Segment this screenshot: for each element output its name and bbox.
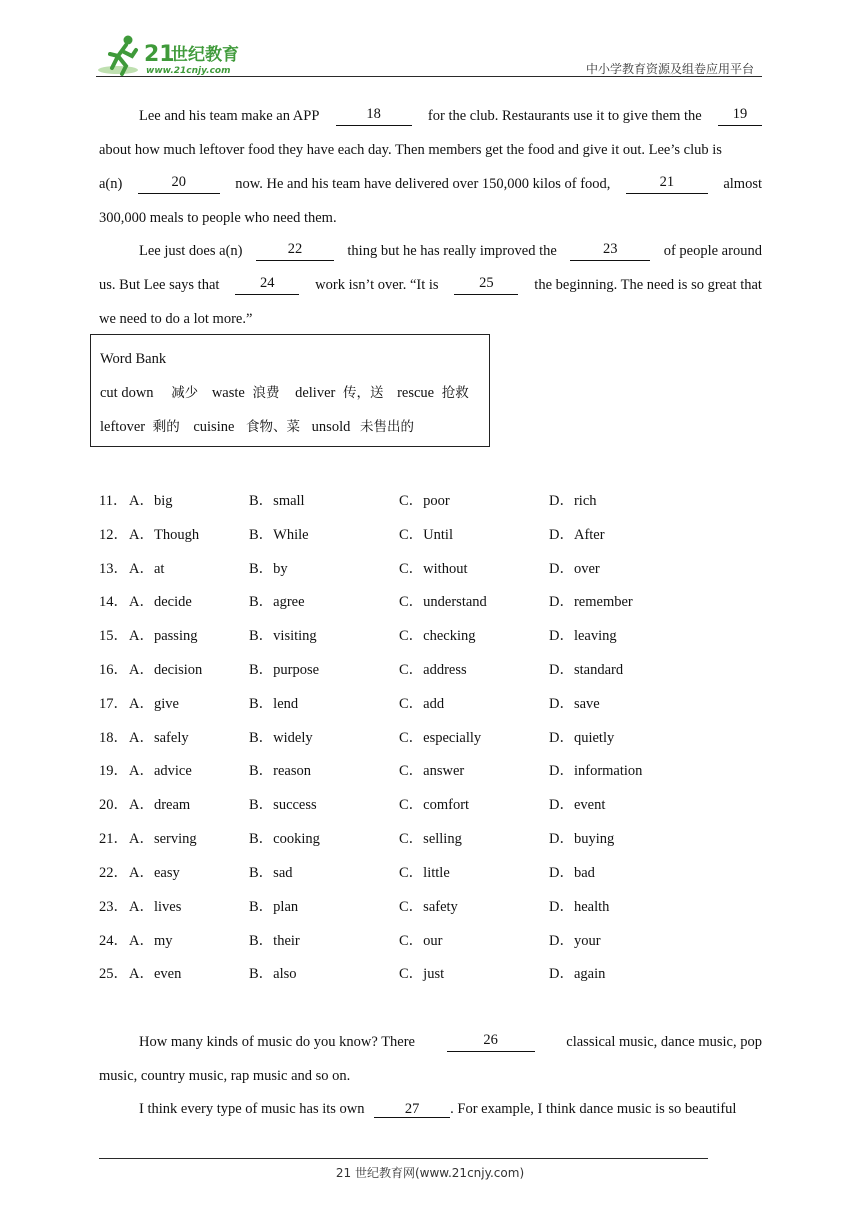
option-d: D．rich <box>549 493 597 509</box>
blank-22: 22 <box>256 241 334 261</box>
option-c: C．little <box>399 865 450 881</box>
option-c: C．safety <box>399 899 458 915</box>
blank-21: 21 <box>626 174 708 194</box>
question-number: 14． <box>99 594 128 610</box>
blank-18: 18 <box>336 106 412 126</box>
word-meaning: 传，送 <box>342 385 384 401</box>
question-number: 17． <box>99 696 128 712</box>
option-a: A．big <box>129 493 173 509</box>
text-run: Lee and his team make an APP <box>139 108 320 124</box>
svg-text:世纪教育: 世纪教育 <box>171 45 239 65</box>
option-a: A．easy <box>129 865 180 881</box>
question-number: 15． <box>99 628 128 644</box>
word-term: deliver <box>295 385 336 401</box>
option-b: B．agree <box>249 594 305 610</box>
option-d: D．health <box>549 899 610 915</box>
text-run: for the club. Restaurants use it to give them the <box>427 108 702 124</box>
option-c: C．poor <box>399 493 450 509</box>
word-bank-row-1 <box>100 383 469 403</box>
option-b: B．small <box>249 493 305 509</box>
option-d: D．event <box>549 797 606 813</box>
option-b: B．cooking <box>249 831 320 847</box>
word-term: cut down <box>100 385 154 401</box>
option-d: D．save <box>549 696 600 712</box>
option-d: D．remember <box>549 594 633 610</box>
option-a: A．passing <box>129 628 198 644</box>
option-b: B．purpose <box>249 662 320 678</box>
text-run: thing but he has really improved the <box>347 243 557 259</box>
word-term: leftover <box>100 419 146 435</box>
word-meaning: 剩的 <box>152 419 180 435</box>
option-b: B．sad <box>249 865 293 881</box>
question-number: 24． <box>99 933 128 949</box>
question-row <box>99 559 762 579</box>
question-row <box>99 964 762 984</box>
question-row <box>99 592 762 612</box>
option-b: B．While <box>249 527 309 543</box>
passage1-line-7: we need to do a lot more.” <box>99 311 253 327</box>
option-b: B．lend <box>249 696 299 712</box>
text-run: I think every type of music has its own <box>139 1101 365 1117</box>
blank-26: 26 <box>447 1032 535 1052</box>
option-b: B．visiting <box>249 628 317 644</box>
option-c: C．checking <box>399 628 476 644</box>
page-header <box>0 0 860 80</box>
question-row <box>99 491 762 511</box>
header-divider <box>96 76 762 77</box>
option-d: D．information <box>549 763 643 779</box>
word-meaning: 未售出的 <box>359 419 414 435</box>
question-row <box>99 694 762 714</box>
option-d: D．your <box>549 933 601 949</box>
word-bank-title: Word Bank <box>100 351 167 367</box>
blank-25: 25 <box>454 275 518 295</box>
passage2-line-1 <box>99 1032 762 1052</box>
option-b: B．reason <box>249 763 312 779</box>
option-a: A．at <box>129 561 165 577</box>
svg-text:21: 21 <box>144 42 175 67</box>
option-b: B．plan <box>249 899 299 915</box>
runner-logo-icon <box>96 34 256 78</box>
question-row <box>99 728 762 748</box>
option-a: A．even <box>129 966 182 982</box>
option-d: D．buying <box>549 831 615 847</box>
question-row <box>99 931 762 951</box>
word-term: waste <box>211 385 245 401</box>
option-b: B．by <box>249 561 288 577</box>
option-d: D．quietly <box>549 730 615 746</box>
option-c: C．comfort <box>399 797 470 813</box>
question-row <box>99 829 762 849</box>
passage1-line-5 <box>99 241 762 261</box>
header-tagline: 中小学教育资源及组卷应用平台 <box>585 62 754 76</box>
option-d: D．bad <box>549 865 595 881</box>
question-row <box>99 626 762 646</box>
page-footer: 21 世纪教育网(www.21cnjy.com) <box>335 1166 525 1180</box>
passage1-line-6 <box>99 275 762 295</box>
text-run: the beginning. The need is so great that <box>534 277 762 293</box>
question-number: 20． <box>99 797 128 813</box>
option-c: C．selling <box>399 831 462 847</box>
option-c: C．add <box>399 696 445 712</box>
question-number: 18． <box>99 730 128 746</box>
question-row <box>99 660 762 680</box>
option-a: A．my <box>129 933 173 949</box>
option-d: D．leaving <box>549 628 617 644</box>
question-number: 23． <box>99 899 128 915</box>
option-a: A．decision <box>129 662 203 678</box>
question-row <box>99 897 762 917</box>
blank-27: 27 <box>374 1101 450 1118</box>
option-b: B．success <box>249 797 317 813</box>
text-run: a(n) <box>99 176 123 192</box>
word-term: rescue <box>397 385 435 401</box>
option-a: A．lives <box>129 899 182 915</box>
footer-divider <box>99 1158 708 1159</box>
question-number: 21． <box>99 831 128 847</box>
blank-19: 19 <box>718 106 762 126</box>
text-run: classical music, dance music, pop <box>566 1034 762 1050</box>
option-a: A．decide <box>129 594 192 610</box>
text-run: Lee just does a(n) <box>139 243 243 259</box>
word-bank-box <box>90 334 490 447</box>
text-run: . For example, I think dance music is so beautiful <box>450 1101 737 1117</box>
option-c: C．answer <box>399 763 465 779</box>
option-d: D．After <box>549 527 605 543</box>
text-run: of people around <box>663 243 762 259</box>
option-b: B．their <box>249 933 300 949</box>
option-c: C．especially <box>399 730 482 746</box>
word-term: cuisine <box>193 419 235 435</box>
passage2-line-3 <box>99 1099 762 1119</box>
option-c: C．our <box>399 933 443 949</box>
text-run: almost <box>723 176 762 192</box>
question-number: 25． <box>99 966 128 982</box>
text-run: How many kinds of music do you know? There <box>139 1034 415 1050</box>
question-row <box>99 761 762 781</box>
question-number: 19． <box>99 763 128 779</box>
option-c: C．without <box>399 561 468 577</box>
question-row <box>99 795 762 815</box>
word-meaning: 减少 <box>171 385 199 401</box>
svg-text:www.21cnjy.com: www.21cnjy.com <box>146 66 231 76</box>
option-a: A．dream <box>129 797 191 813</box>
option-a: A．safely <box>129 730 189 746</box>
question-number: 11． <box>99 493 128 509</box>
word-term: unsold <box>311 419 351 435</box>
question-number: 22． <box>99 865 128 881</box>
passage1-line-4: 300,000 meals to people who need them. <box>99 210 337 226</box>
word-meaning: 食物、菜 <box>246 419 301 435</box>
option-c: C．address <box>399 662 467 678</box>
question-number: 13． <box>99 561 128 577</box>
option-b: B．widely <box>249 730 313 746</box>
option-d: D．over <box>549 561 600 577</box>
option-a: A．advice <box>129 763 192 779</box>
option-d: D．again <box>549 966 606 982</box>
option-a: A．serving <box>129 831 197 847</box>
text-run: us. But Lee says that <box>99 277 220 293</box>
word-meaning: 浪费 <box>252 385 280 401</box>
text-run: work isn’t over. “It is <box>315 277 439 293</box>
option-c: C．understand <box>399 594 487 610</box>
blank-23: 23 <box>570 241 650 261</box>
option-d: D．standard <box>549 662 624 678</box>
question-number: 12． <box>99 527 128 543</box>
question-row <box>99 863 762 883</box>
text-run: now. He and his team have delivered over 150,000 kilos of food, <box>235 176 611 192</box>
word-meaning: 抢救 <box>441 385 469 401</box>
blank-20: 20 <box>138 174 220 194</box>
option-c: C．Until <box>399 527 453 543</box>
passage1-line-3 <box>99 174 762 194</box>
word-bank-row-2 <box>100 417 414 437</box>
option-a: A．give <box>129 696 179 712</box>
passage2-line-2: music, country music, rap music and so on. <box>99 1068 351 1084</box>
question-number: 16． <box>99 662 128 678</box>
question-row <box>99 525 762 545</box>
passage1-line-1 <box>99 106 762 126</box>
blank-24: 24 <box>235 275 299 295</box>
site-logo <box>96 34 256 78</box>
option-b: B．also <box>249 966 297 982</box>
option-a: A．Though <box>129 527 200 543</box>
passage1-line-2: about how much leftover food they have each day. Then members get the food and give it out. Lee’s club is <box>99 142 722 158</box>
option-c: C．just <box>399 966 445 982</box>
